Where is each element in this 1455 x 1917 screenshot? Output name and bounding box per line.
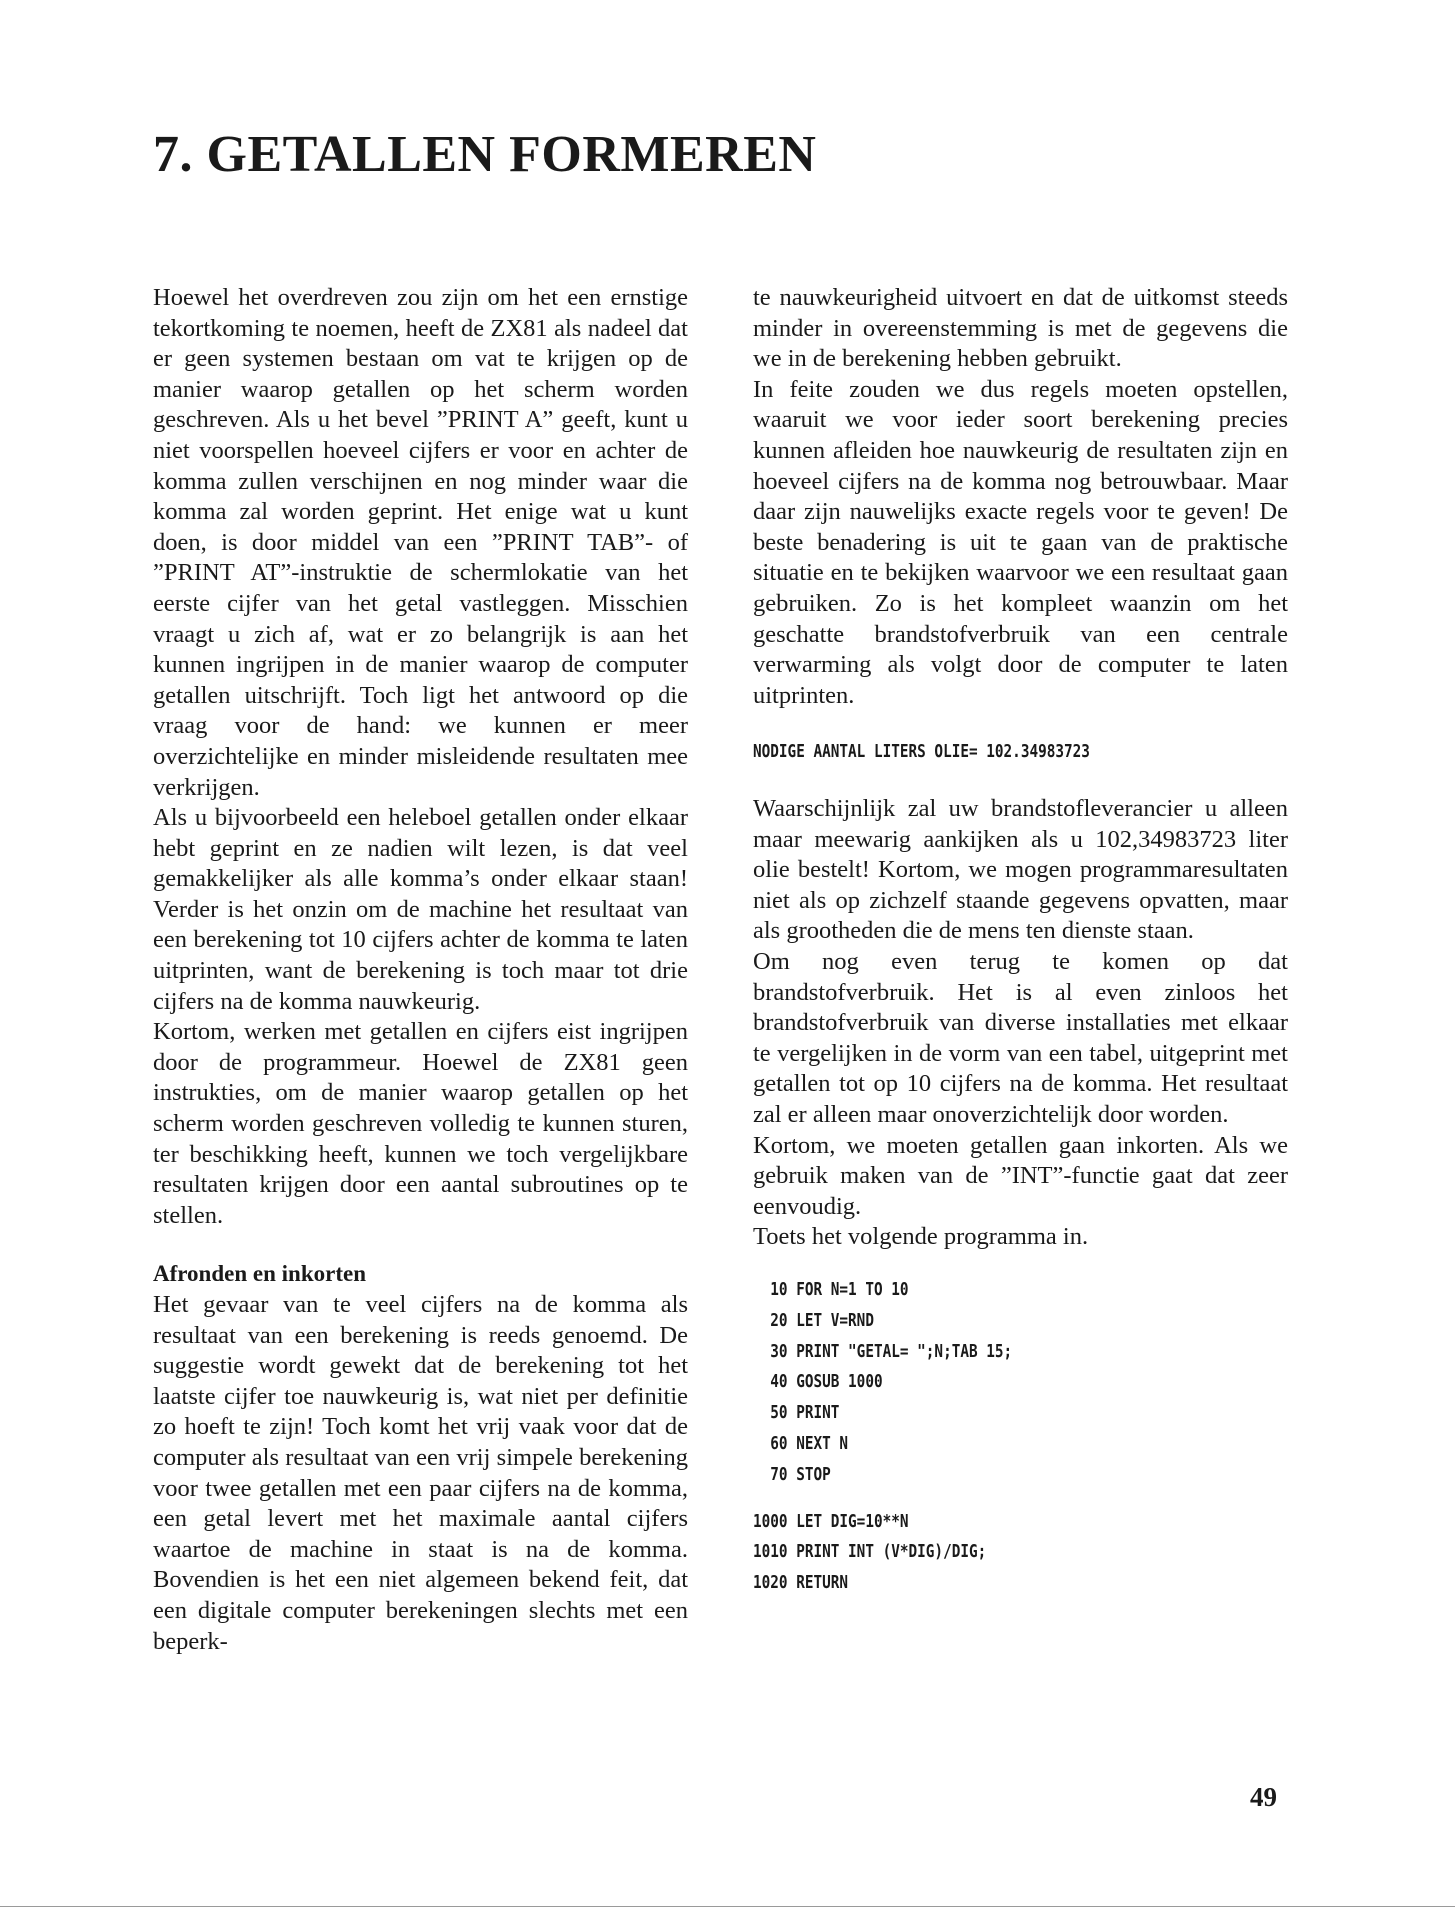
paragraph: Hoewel het overdreven zou zijn om het een ernstige tekortkoming te noemen, heeft de ZX81 als nadeel dat er geen systemen bestaan om vat te krijgen op de manier waarop getallen op het scherm worden geschreven. Als u het bevel ”PRINT A” geeft, kunt u niet voorspellen hoeveel cijfers er voor en achter de komma zullen verschijnen en nog minder waar die komma zal worden geprint. Het enige wat u kunt doen, is door middel van een ”PRINT TAB”- of ”PRINT AT”-instruktie de schermlokatie van het eerste cijfer van het getal vastleggen. Misschien vraagt u zich af, wat er zo belangrijk is aan het kunnen ingrijpen in de manier waarop de computer getallen uitschrijft. Toch ligt het antwoord op die vraag voor de hand: we kunnen er meer overzichtelijke en minder misleidende resultaten mee verkrijgen. — [153, 284, 688, 801]
paragraph: Kortom, werken met getallen en cijfers eist ingrijpen door de programmeur. Hoewel de ZX81 geen instrukties, om de manier waarop getallen op het scherm worden geschreven volledig te kunnen sturen, ter beschikking heeft, kunnen we toch vergelijkbare resultaten krijgen door een aantal subroutines op te stellen. — [153, 1018, 688, 1229]
code-line: 40 GOSUB 1000 — [753, 1372, 883, 1393]
page-number: 49 — [1250, 1782, 1277, 1812]
paragraph: Als u bijvoorbeeld een heleboel getallen onder elkaar hebt geprint en ze nadien wilt lezen, is dat veel gemakkelijker als alle komma’s onder elkaar staan! Verder is het onzin om de machine het resultaat van een berekening tot 10 cijfers achter de komma te laten uitprinten, want de berekening is toch maar tot drie cijfers na de komma nauwkeurig. — [153, 804, 688, 1015]
left-column — [153, 283, 688, 1657]
code-line: 70 STOP — [753, 1464, 831, 1485]
code-line: 30 PRINT "GETAL= ";N;TAB 15; — [753, 1341, 1013, 1362]
page-title: 7. GETALLEN FORMEREN — [153, 126, 817, 183]
paragraph: Toets het volgende programma in. — [753, 1223, 1089, 1251]
code-line: 20 LET V=RND — [753, 1310, 874, 1331]
paragraph: te nauwkeurigheid uitvoert en dat de uitkomst steeds minder in overeenstemming is met de gegevens die we in de berekening hebben gebruikt. — [753, 284, 1288, 373]
right-column — [753, 283, 1288, 1599]
program-listing — [753, 1275, 1288, 1599]
paragraph: Kortom, we moeten getallen gaan inkorten. Als we gebruik maken van de ”INT”-functie gaat dat zeer eenvoudig. — [753, 1131, 1288, 1220]
code-line: 50 PRINT — [753, 1403, 840, 1424]
paragraph: Waarschijnlijk zal uw brandstofleverancier u alleen maar meewarig aankijken als u 102,34983723 liter olie bestelt! Kortom, we mogen programmaresultaten niet als op zichzelf staande gegevens opvatten, maar als grootheden die de mens ten dienste staan. — [753, 795, 1288, 945]
paragraph: Het gevaar van te veel cijfers na de komma als resultaat van een berekening is reeds genoemd. De suggestie wordt gewekt dat de berekening tot het laatste cijfer toe nauwkeurig is, wat niet per definitie zo hoeft te zijn! Toch komt het vrij vaak voor dat de computer als resultaat van een vrij simpele berekening voor twee getallen met een paar cijfers na de komma, een getal levert met het maximale aantal cijfers waartoe de machine in staat is na de komma. Bovendien is het een niet algemeen bekend feit, dat een digitale computer berekeningen slechts met een beperk- — [153, 1291, 688, 1655]
code-line: 1010 PRINT INT (V*DIG)/DIG; — [753, 1542, 987, 1563]
screen-output: NODIGE AANTAL LITERS OLIE= 102.34983723 — [753, 742, 1090, 763]
code-line: 1000 LET DIG=10**N — [753, 1511, 909, 1532]
section-heading: Afronden en inkorten — [153, 1261, 366, 1287]
code-line: 1020 RETURN — [753, 1573, 849, 1594]
paragraph: In feite zouden we dus regels moeten opstellen, waaruit we voor ieder soort berekening precies kunnen afleiden hoe nauwkeurig de resultaten zijn en hoeveel cijfers na de komma nog betrouwbaar. Maar daar zijn nauwelijks exacte regels voor te geven! De beste benadering is uit te gaan van de praktische situatie en te bekijken waarvoor we een resultaat gaan gebruiken. Zo is het kompleet waanzin om het geschatte brandstofverbruik van een centrale verwarming als volgt door de computer te laten uitprinten. — [753, 375, 1288, 709]
code-line: 60 NEXT N — [753, 1434, 849, 1454]
page-edge-rule — [0, 1906, 1455, 1907]
code-line: 10 FOR N=1 TO 10 — [753, 1280, 909, 1301]
paragraph: Om nog even terug te komen op dat brandstofverbruik. Het is al even zinloos het brandstofverbruik van diverse installaties met elkaar te vergelijken in de vorm van een tabel, uitgeprint met getallen tot op 10 cijfers na de komma. Het resultaat zal er alleen maar onoverzichtelijk door worden. — [753, 948, 1288, 1129]
